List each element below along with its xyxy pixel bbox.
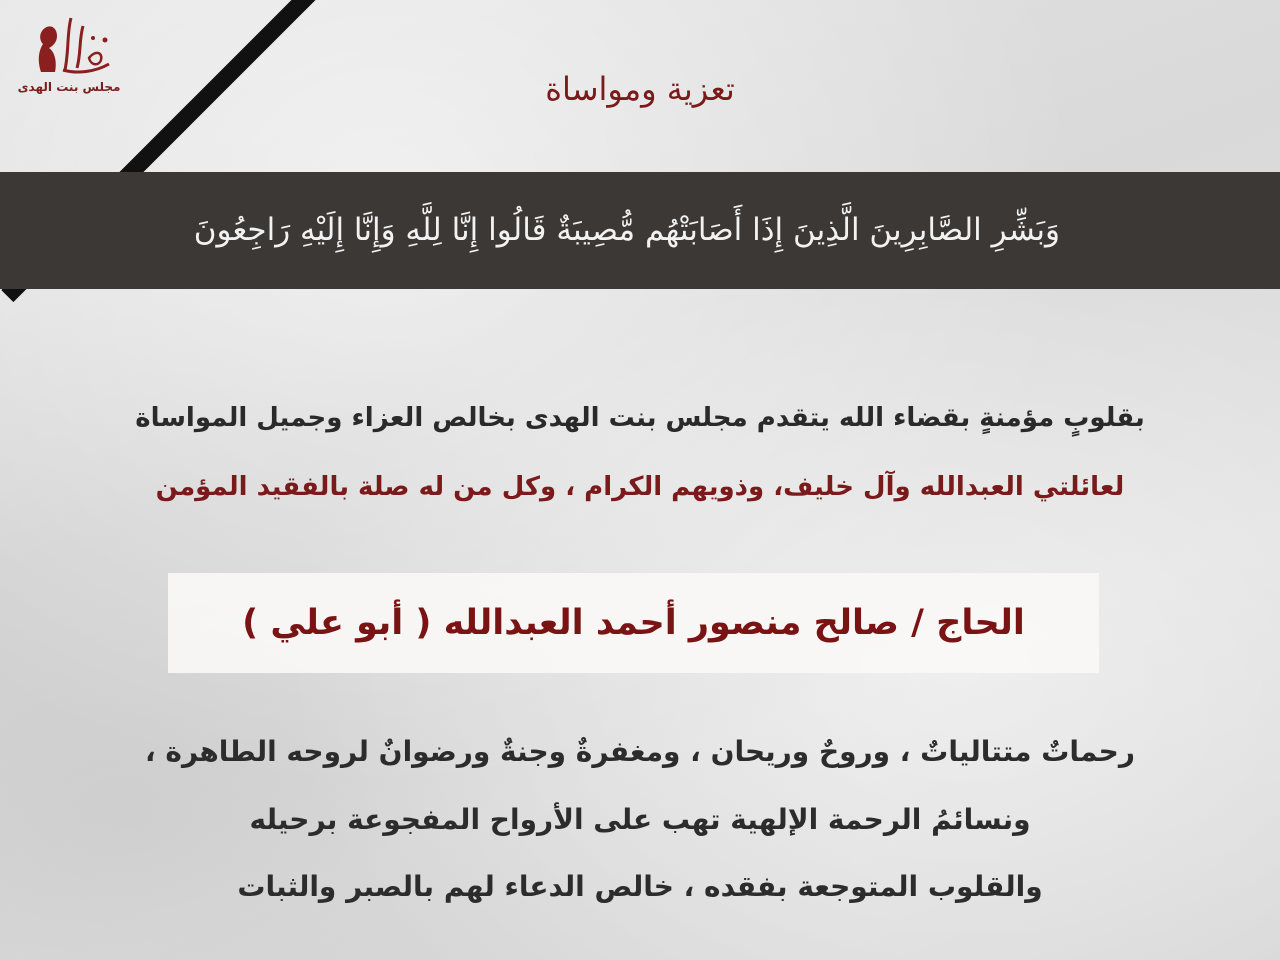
deceased-name-box: [168, 573, 1099, 673]
condolence-families: لعائلتي العبدالله وآل خليف، وذويهم الكرام ، وكل من له صلة بالفقيد المؤمن: [155, 472, 1125, 502]
deceased-name: الحاج / صالح منصور أحمد العبدالله ( أبو علي ): [242, 603, 1025, 643]
logo-caption: مجلس بنت الهدى: [17, 80, 121, 94]
prayer-line-2: ونسائمُ الرحمة الإلهية تهب على الأرواح المفجوعة برحيله: [249, 803, 1031, 836]
prayer-line-3: والقلوب المتوجعة بفقده ، خالص الدعاء لهم بالصبر والثبات: [237, 870, 1043, 903]
verse-band: [0, 172, 1280, 289]
page-title: تعزية ومواساة: [545, 70, 735, 108]
quran-verse: وَبَشِّرِ الصَّابِرِينَ الَّذِينَ إِذَا أَصَابَتْهُم مُّصِيبَةٌ قَالُوا إِنَّا لِلَّهِ وَإِنَّا إِلَيْهِ رَاجِعُونَ: [193, 212, 1060, 248]
prayer-line-1: رحماتٌ متتالياتٌ ، وروحٌ وريحان ، ومغفرةٌ وجنةٌ ورضوانٌ لروحه الطاهرة ،: [145, 735, 1135, 768]
condolence-intro: بقلوبٍ مؤمنةٍ بقضاء الله يتقدم مجلس بنت الهدى بخالص العزاء وجميل المواساة: [135, 403, 1145, 433]
